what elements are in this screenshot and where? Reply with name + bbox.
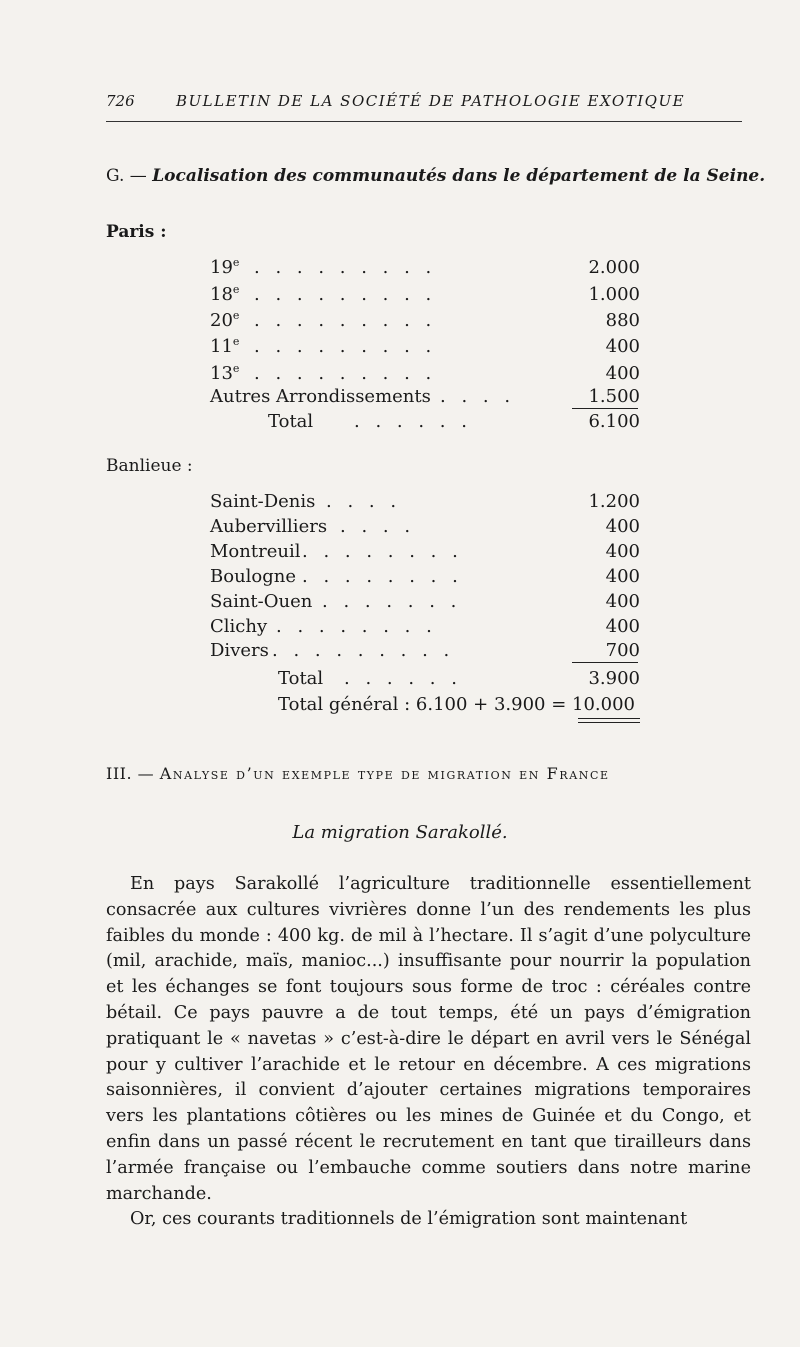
row-value: 1.200 — [588, 491, 640, 512]
total-label: Total — [268, 411, 314, 432]
section-iii-heading — [106, 764, 610, 783]
table-row — [210, 590, 640, 614]
total-value: 6.100 — [588, 411, 640, 432]
grand-total-expression: Total général : 6.100 + 3.900 = — [278, 694, 573, 715]
subsection-title: La migration Sarakollé. — [292, 822, 508, 843]
leader-dots: . . . . . . . — [322, 591, 462, 612]
leader-dots: . . . . . . . . . — [254, 284, 437, 305]
subtotal-rule — [572, 408, 638, 409]
leader-dots: . . . . . . — [344, 668, 462, 689]
row-value: 400 — [605, 336, 640, 357]
leader-dots: . . . . . . . . . — [254, 363, 437, 384]
table-row — [210, 540, 640, 564]
double-rule-bottom — [578, 722, 640, 723]
paragraph: En pays Sarakollé l’agriculture traditionnelle essentiellement consacrée aux cultures vivrières donne l’un des rendements les plus faibles du monde : 400 kg. de mil à l’hectare. Il s’agit d’une polyculture (mil, arachide, maïs, manioc...) insuffisante pour nourrir la population et les échanges se font toujours sous forme de troc : céréales contre bétail. Ce pays pauvre a de tout temps, été un pays d’émigration pratiquant le « navetas » c’est-à-dire le départ en avril vers le Sénégal pour y cultiver l’arachide et le retour en décembre. A ces migrations saisonnières, il convient d’ajouter certaines migrations temporaires vers les plantations côtières ou les mines de Guinée et du Congo, et enfin dans un passé récent le recrutement en tant que tirailleurs dans l’armée française ou l’embauche comme soutiers dans notre marine marchande. — [106, 874, 751, 1204]
section-iii-numeral: III. — — [106, 764, 155, 783]
row-value: 700 — [605, 640, 640, 661]
table-row — [210, 256, 640, 280]
grand-total-value: 10.000 — [572, 694, 636, 715]
table-row — [210, 490, 640, 514]
double-rule-top — [578, 718, 640, 719]
row-value: 400 — [605, 591, 640, 612]
grand-total — [278, 694, 635, 715]
paris-label: Paris : — [106, 222, 167, 242]
arrondissement-label: 19e — [210, 256, 240, 278]
table-row — [210, 362, 640, 386]
running-header — [106, 92, 746, 118]
arrondissement-label: 20e — [210, 309, 240, 331]
table-row — [210, 385, 640, 409]
commune-label: Aubervilliers — [210, 516, 328, 537]
commune-label: Montreuil — [210, 541, 301, 562]
section-iii-title: Analyse d’un exemple type de migration en France — [159, 764, 610, 783]
leader-dots: . . . . . . . . — [276, 616, 437, 637]
commune-label: Saint-Ouen — [210, 591, 313, 612]
row-value: 1.000 — [588, 284, 640, 305]
paragraph: Or, ces courants traditionnels de l’émigration sont maintenant — [130, 1209, 688, 1230]
table-row — [210, 565, 640, 589]
section-g-heading — [106, 166, 765, 186]
leader-dots: . . . . . . — [354, 411, 472, 432]
leader-dots: . . . . — [326, 491, 402, 512]
total-row — [268, 410, 640, 434]
banlieue-label: Banlieue : — [106, 456, 193, 476]
leader-dots: . . . . — [340, 516, 416, 537]
others-label: Autres Arrondissements — [210, 386, 431, 407]
table-row — [210, 309, 640, 333]
leader-dots: . . . . . . . . . — [254, 310, 437, 331]
subtotal-rule — [572, 662, 638, 663]
total-label: Total — [278, 668, 324, 689]
leader-dots: . . . . . . . . — [302, 566, 463, 587]
row-value: 400 — [605, 566, 640, 587]
row-value: 400 — [605, 541, 640, 562]
table-row — [210, 515, 640, 539]
table-row — [210, 283, 640, 307]
leader-dots: . . . . . . . . — [302, 541, 463, 562]
journal-title: BULLETIN DE LA SOCIÉTÉ DE PATHOLOGIE EXOTIQUE — [176, 92, 686, 110]
row-value: 400 — [605, 616, 640, 637]
leader-dots: . . . . . . . . . — [254, 257, 437, 278]
leader-dots: . . . . . . . . . — [254, 336, 437, 357]
row-value: 2.000 — [588, 257, 640, 278]
arrondissement-label: 18e — [210, 283, 240, 305]
commune-label: Boulogne — [210, 566, 297, 587]
total-value: 3.900 — [588, 668, 640, 689]
row-value: 880 — [605, 310, 640, 331]
section-g-title: Localisation des communautés dans le département de la Seine. — [152, 166, 766, 186]
row-value: 400 — [605, 516, 640, 537]
header-rule — [106, 121, 742, 122]
commune-label: Divers — [210, 640, 269, 661]
arrondissement-label: 13e — [210, 362, 240, 384]
arrondissement-label: 11e — [210, 335, 240, 357]
body-text — [106, 872, 751, 1233]
section-g-prefix: G. — — [106, 166, 147, 186]
commune-label: Saint-Denis — [210, 491, 316, 512]
table-row — [210, 335, 640, 359]
leader-dots: . . . . . . . . . — [272, 640, 455, 661]
total-row — [278, 667, 640, 691]
row-value: 400 — [605, 363, 640, 384]
leader-dots: . . . . — [440, 386, 516, 407]
page-number: 726 — [106, 92, 135, 110]
table-row — [210, 639, 640, 663]
table-row — [210, 615, 640, 639]
row-value: 1.500 — [588, 386, 640, 407]
commune-label: Clichy — [210, 616, 268, 637]
